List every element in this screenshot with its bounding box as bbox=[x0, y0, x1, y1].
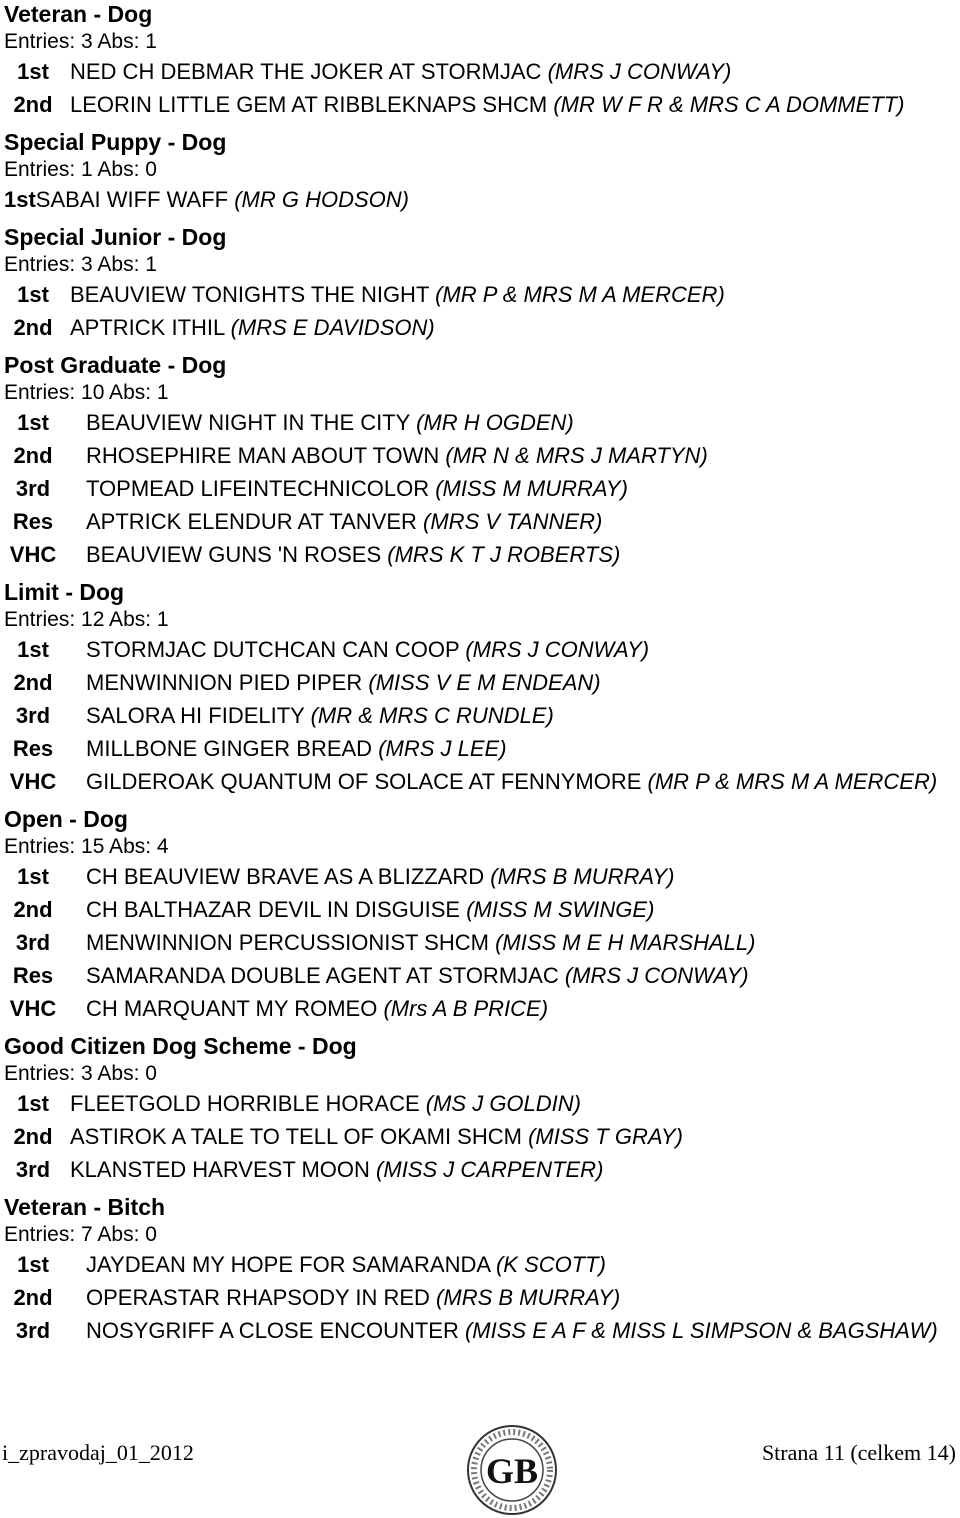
owner-name: (MR & MRS C RUNDLE) bbox=[310, 703, 554, 728]
class-entries: Entries: 1 Abs: 0 bbox=[4, 158, 157, 181]
owner-name: (MR W F R & MRS C A DOMMETT) bbox=[553, 92, 905, 117]
dog-name: MENWINNION PERCUSSIONIST SHCM bbox=[86, 930, 489, 955]
result-place: 2nd bbox=[13, 443, 53, 468]
result-row bbox=[4, 474, 956, 504]
dog-name: APTRICK ITHIL bbox=[70, 315, 225, 340]
result-entry bbox=[86, 1283, 956, 1313]
owner-name: (MISS M E H MARSHALL) bbox=[495, 930, 756, 955]
result-place: 1st bbox=[17, 1252, 49, 1277]
class-title: Special Junior - Dog bbox=[4, 224, 227, 250]
dog-name: NED CH DEBMAR THE JOKER AT STORMJAC bbox=[70, 59, 542, 84]
dog-name: NOSYGRIFF A CLOSE ENCOUNTER bbox=[86, 1318, 459, 1343]
dog-name: LEORIN LITTLE GEM AT RIBBLEKNAPS SHCM bbox=[70, 92, 548, 117]
owner-name: (MISS E A F & MISS L SIMPSON & BAGSHAW) bbox=[464, 1318, 938, 1343]
result-row bbox=[4, 507, 956, 537]
class-title: Post Graduate - Dog bbox=[4, 352, 227, 378]
owner-name: (MISS M MURRAY) bbox=[435, 476, 628, 501]
result-row bbox=[4, 57, 956, 87]
dog-name: FLEETGOLD HORRIBLE HORACE bbox=[70, 1091, 420, 1116]
owner-name: (MR G HODSON) bbox=[234, 187, 409, 212]
owner-name: (MISS J CARPENTER) bbox=[376, 1157, 604, 1182]
dog-name: MILLBONE GINGER BREAD bbox=[86, 736, 373, 761]
result-entry bbox=[86, 862, 956, 892]
result-place: 1st bbox=[17, 410, 49, 435]
result-row bbox=[4, 1155, 956, 1185]
result-entry bbox=[86, 635, 956, 665]
owner-name: (MRS J LEE) bbox=[378, 736, 507, 761]
seal-lettering: GB bbox=[485, 1451, 539, 1491]
result-place: 1st bbox=[17, 637, 49, 662]
result-row bbox=[4, 1283, 956, 1313]
class-entries: Entries: 7 Abs: 0 bbox=[4, 1223, 157, 1246]
result-row bbox=[4, 767, 956, 797]
class-title: Veteran - Dog bbox=[4, 1, 153, 27]
result-row bbox=[4, 1122, 956, 1152]
result-place: 1st bbox=[17, 282, 49, 307]
result-place: VHC bbox=[9, 769, 57, 794]
result-place: 2nd bbox=[13, 1124, 53, 1149]
dog-name: BEAUVIEW NIGHT IN THE CITY bbox=[86, 410, 410, 435]
result-row bbox=[4, 540, 956, 570]
result-entry bbox=[86, 507, 956, 537]
result-entry bbox=[70, 1122, 956, 1152]
result-place: Res bbox=[12, 963, 54, 988]
dog-name: SALORA HI FIDELITY bbox=[86, 703, 305, 728]
owner-name: (MR P & MRS M A MERCER) bbox=[435, 282, 725, 307]
class-entries: Entries: 3 Abs: 0 bbox=[4, 1062, 157, 1085]
result-entry bbox=[70, 1155, 956, 1185]
class-block bbox=[4, 578, 956, 797]
owner-name: (MRS J CONWAY) bbox=[547, 59, 732, 84]
result-place: 2nd bbox=[13, 315, 53, 340]
result-entry bbox=[86, 441, 956, 471]
class-block bbox=[4, 1193, 956, 1346]
result-entry bbox=[86, 408, 956, 438]
owner-name: (MRS J CONWAY) bbox=[564, 963, 749, 988]
result-entry bbox=[86, 474, 956, 504]
result-place: 2nd bbox=[13, 1285, 53, 1310]
result-place: 1st bbox=[17, 864, 49, 889]
owner-name: (MRS B MURRAY) bbox=[436, 1285, 621, 1310]
result-entry bbox=[86, 540, 956, 570]
dog-name: SAMARANDA DOUBLE AGENT AT STORMJAC bbox=[86, 963, 559, 988]
result-row bbox=[4, 701, 956, 731]
class-title: Special Puppy - Dog bbox=[4, 129, 227, 155]
dog-name: CH BALTHAZAR DEVIL IN DISGUISE bbox=[86, 897, 461, 922]
result-entry bbox=[86, 767, 956, 797]
club-seal-icon bbox=[462, 1422, 562, 1518]
dog-name: KLANSTED HARVEST MOON bbox=[70, 1157, 370, 1182]
class-block bbox=[4, 0, 956, 120]
result-entry bbox=[70, 57, 956, 87]
class-block bbox=[4, 351, 956, 570]
result-row bbox=[4, 961, 956, 991]
owner-name: (MR P & MRS M A MERCER) bbox=[647, 769, 938, 794]
dog-name: CH MARQUANT MY ROMEO bbox=[86, 996, 378, 1021]
result-row bbox=[4, 668, 956, 698]
result-entry bbox=[86, 701, 956, 731]
result-place: 2nd bbox=[13, 897, 53, 922]
dog-name: OPERASTAR RHAPSODY IN RED bbox=[86, 1285, 430, 1310]
owner-name: (MISS M SWINGE) bbox=[466, 897, 655, 922]
result-row bbox=[4, 1089, 956, 1119]
owner-name: (Mrs A B PRICE) bbox=[383, 996, 549, 1021]
result-row bbox=[4, 1316, 956, 1346]
owner-name: (MRS B MURRAY) bbox=[490, 864, 675, 889]
result-entry bbox=[86, 1316, 956, 1346]
result-entry bbox=[86, 895, 956, 925]
result-place: 2nd bbox=[13, 92, 53, 117]
class-title: Open - Dog bbox=[4, 806, 128, 832]
class-title: Good Citizen Dog Scheme - Dog bbox=[4, 1033, 357, 1059]
owner-name: (MRS E DAVIDSON) bbox=[230, 315, 435, 340]
class-entries: Entries: 10 Abs: 1 bbox=[4, 381, 169, 404]
result-place: 3rd bbox=[15, 476, 51, 501]
result-entry bbox=[70, 280, 956, 310]
result-place: 3rd bbox=[15, 1318, 51, 1343]
class-title: Limit - Dog bbox=[4, 579, 125, 605]
result-row bbox=[4, 635, 956, 665]
result-place: 2nd bbox=[13, 670, 53, 695]
result-entry bbox=[86, 668, 956, 698]
result-entry bbox=[70, 1089, 956, 1119]
result-row bbox=[4, 862, 956, 892]
result-entry bbox=[70, 90, 956, 120]
page-footer bbox=[0, 1428, 960, 1516]
result-place: 3rd bbox=[15, 930, 51, 955]
class-block bbox=[4, 1032, 956, 1185]
result-row bbox=[4, 928, 956, 958]
result-row bbox=[4, 441, 956, 471]
dog-name: CH BEAUVIEW BRAVE AS A BLIZZARD bbox=[86, 864, 485, 889]
owner-name: (MISS T GRAY) bbox=[528, 1124, 683, 1149]
owner-name: (MR H OGDEN) bbox=[416, 410, 574, 435]
class-entries: Entries: 12 Abs: 1 bbox=[4, 608, 169, 631]
result-place: 3rd bbox=[15, 703, 51, 728]
result-entry bbox=[70, 313, 956, 343]
result-place: VHC bbox=[9, 542, 57, 567]
owner-name: (MRS V TANNER) bbox=[423, 509, 603, 534]
result-entry bbox=[86, 928, 956, 958]
result-row bbox=[4, 90, 956, 120]
dog-name: ASTIROK A TALE TO TELL OF OKAMI SHCM bbox=[70, 1124, 522, 1149]
result-place: 1st bbox=[17, 59, 49, 84]
dog-name: STORMJAC DUTCHCAN CAN COOP bbox=[86, 637, 460, 662]
dog-name: GILDEROAK QUANTUM OF SOLACE AT FENNYMORE bbox=[86, 769, 642, 794]
class-entries: Entries: 3 Abs: 1 bbox=[4, 30, 157, 53]
owner-name: (MISS V E M ENDEAN) bbox=[368, 670, 601, 695]
owner-name: (MRS K T J ROBERTS) bbox=[387, 542, 621, 567]
class-block bbox=[4, 128, 956, 215]
class-entries: Entries: 3 Abs: 1 bbox=[4, 253, 157, 276]
result-place: 1st bbox=[4, 187, 36, 212]
result-place: Res bbox=[12, 509, 54, 534]
dog-name: BEAUVIEW TONIGHTS THE NIGHT bbox=[70, 282, 429, 307]
dog-name: BEAUVIEW GUNS 'N ROSES bbox=[86, 542, 382, 567]
result-row bbox=[4, 313, 956, 343]
dog-name: JAYDEAN MY HOPE FOR SAMARANDA bbox=[86, 1252, 490, 1277]
result-row bbox=[4, 734, 956, 764]
dog-name: RHOSEPHIRE MAN ABOUT TOWN bbox=[86, 443, 440, 468]
dog-name: TOPMEAD LIFEINTECHNICOLOR bbox=[86, 476, 430, 501]
class-title: Veteran - Bitch bbox=[4, 1194, 166, 1220]
result-entry bbox=[86, 734, 956, 764]
owner-name: (MRS J CONWAY) bbox=[465, 637, 650, 662]
result-row bbox=[4, 1250, 956, 1280]
results-document bbox=[4, 0, 956, 1354]
footer-publication: i_zpravodaj_01_2012 bbox=[2, 1440, 194, 1465]
result-row bbox=[4, 895, 956, 925]
result-place: Res bbox=[12, 736, 54, 761]
class-block bbox=[4, 805, 956, 1024]
result-entry bbox=[86, 961, 956, 991]
dog-name: APTRICK ELENDUR AT TANVER bbox=[86, 509, 417, 534]
result-entry bbox=[86, 1250, 956, 1280]
result-row bbox=[4, 408, 956, 438]
result-entry bbox=[36, 185, 956, 215]
result-entry bbox=[86, 994, 956, 1024]
footer-page-number: Strana 11 (celkem 14) bbox=[761, 1440, 956, 1465]
owner-name: (MR N & MRS J MARTYN) bbox=[445, 443, 708, 468]
class-entries: Entries: 15 Abs: 4 bbox=[4, 835, 169, 858]
result-row bbox=[4, 280, 956, 310]
owner-name: (K SCOTT) bbox=[495, 1252, 606, 1277]
result-place: VHC bbox=[9, 996, 57, 1021]
dog-name: MENWINNION PIED PIPER bbox=[86, 670, 363, 695]
dog-name: SABAI WIFF WAFF bbox=[35, 187, 229, 212]
result-row bbox=[4, 994, 956, 1024]
result-row bbox=[4, 185, 956, 215]
class-block bbox=[4, 223, 956, 343]
result-place: 3rd bbox=[15, 1157, 51, 1182]
owner-name: (MS J GOLDIN) bbox=[425, 1091, 581, 1116]
result-place: 1st bbox=[17, 1091, 49, 1116]
